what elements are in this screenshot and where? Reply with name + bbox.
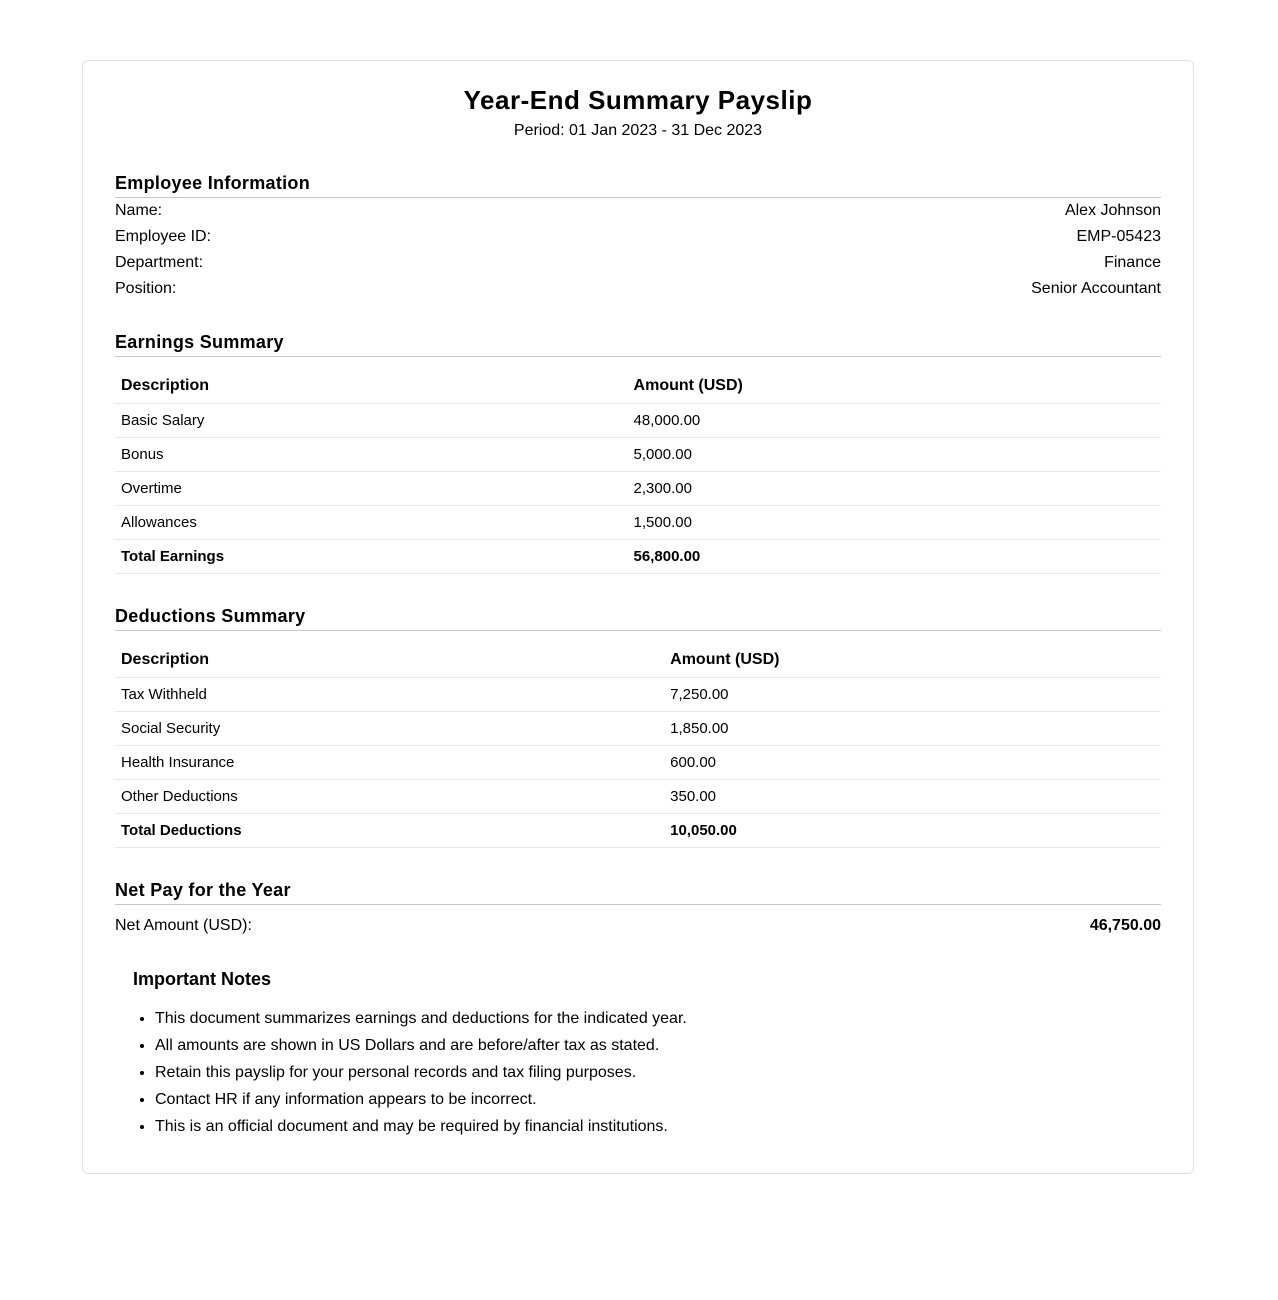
section-title-net-pay: Net Pay for the Year <box>115 878 1161 905</box>
row-description: Bonus <box>115 438 628 472</box>
row-description: Allowances <box>115 506 628 540</box>
column-header-amount: Amount (USD) <box>628 369 1161 404</box>
table-row <box>115 506 1161 540</box>
total-amount: 56,800.00 <box>628 540 1161 574</box>
table-row <box>115 712 1161 746</box>
table-header-row <box>115 369 1161 404</box>
info-label: Position: <box>115 280 177 297</box>
table-row <box>115 404 1161 438</box>
table-row <box>115 780 1161 814</box>
row-amount: 5,000.00 <box>628 438 1161 472</box>
total-row <box>115 540 1161 574</box>
column-header-amount: Amount (USD) <box>664 643 1161 678</box>
info-label: Name: <box>115 202 163 219</box>
net-amount-label: Net Amount (USD): <box>115 917 252 934</box>
row-description: Tax Withheld <box>115 678 664 712</box>
row-amount: 600.00 <box>664 746 1161 780</box>
deductions-table <box>115 643 1161 848</box>
row-description: Basic Salary <box>115 404 628 438</box>
page-title: Year-End Summary Payslip <box>463 85 813 115</box>
net-pay-section <box>115 878 1161 937</box>
row-description: Overtime <box>115 472 628 506</box>
row-description: Social Security <box>115 712 664 746</box>
info-label: Department: <box>115 254 204 271</box>
total-label: Total Earnings <box>115 540 628 574</box>
table-row <box>115 472 1161 506</box>
section-title-employee: Employee Information <box>115 171 1161 198</box>
info-value: EMP-05423 <box>1076 228 1161 245</box>
earnings-summary-section <box>115 330 1161 574</box>
important-notes-section <box>115 967 1161 1140</box>
info-value: Alex Johnson <box>1064 202 1161 219</box>
total-row <box>115 814 1161 848</box>
deductions-summary-section <box>115 604 1161 848</box>
net-amount-row <box>115 915 1161 937</box>
info-label: Employee ID: <box>115 228 212 245</box>
info-row-employee-id <box>115 224 1161 250</box>
table-row <box>115 438 1161 472</box>
list-item: • All amounts are shown in US Dollars and are before/after tax as stated. <box>155 1032 1161 1059</box>
row-amount: 1,850.00 <box>664 712 1161 746</box>
list-item: • This document summarizes earnings and deductions for the indicated year. <box>155 1005 1161 1032</box>
column-header-description: Description <box>115 369 628 404</box>
info-value: Finance <box>1104 254 1161 271</box>
earnings-table <box>115 369 1161 574</box>
row-amount: 2,300.00 <box>628 472 1161 506</box>
employee-information-section <box>115 171 1161 302</box>
list-item: • Retain this payslip for your personal records and tax filing purposes. <box>155 1059 1161 1086</box>
list-item: • This is an official document and may be required by financial institutions. <box>155 1113 1161 1140</box>
total-amount: 10,050.00 <box>664 814 1161 848</box>
payslip-header <box>115 61 1161 141</box>
net-amount-value: 46,750.00 <box>1089 917 1161 934</box>
row-description: Health Insurance <box>115 746 664 780</box>
info-row-name <box>115 198 1161 224</box>
row-description: Other Deductions <box>115 780 664 814</box>
row-amount: 7,250.00 <box>664 678 1161 712</box>
section-title-earnings: Earnings Summary <box>115 330 1161 357</box>
info-row-department <box>115 250 1161 276</box>
payslip-card <box>82 60 1194 1174</box>
notes-list <box>133 1005 1161 1140</box>
total-label: Total Deductions <box>115 814 664 848</box>
row-amount: 1,500.00 <box>628 506 1161 540</box>
period-text: Period: 01 Jan 2023 - 31 Dec 2023 <box>513 122 763 139</box>
notes-title: Important Notes <box>133 969 272 989</box>
table-header-row <box>115 643 1161 678</box>
row-amount: 350.00 <box>664 780 1161 814</box>
info-value: Senior Accountant <box>1031 280 1161 297</box>
column-header-description: Description <box>115 643 664 678</box>
section-title-deductions: Deductions Summary <box>115 604 1161 631</box>
info-row-position <box>115 276 1161 302</box>
table-row <box>115 746 1161 780</box>
table-row <box>115 678 1161 712</box>
row-amount: 48,000.00 <box>628 404 1161 438</box>
list-item: • Contact HR if any information appears to be incorrect. <box>155 1086 1161 1113</box>
